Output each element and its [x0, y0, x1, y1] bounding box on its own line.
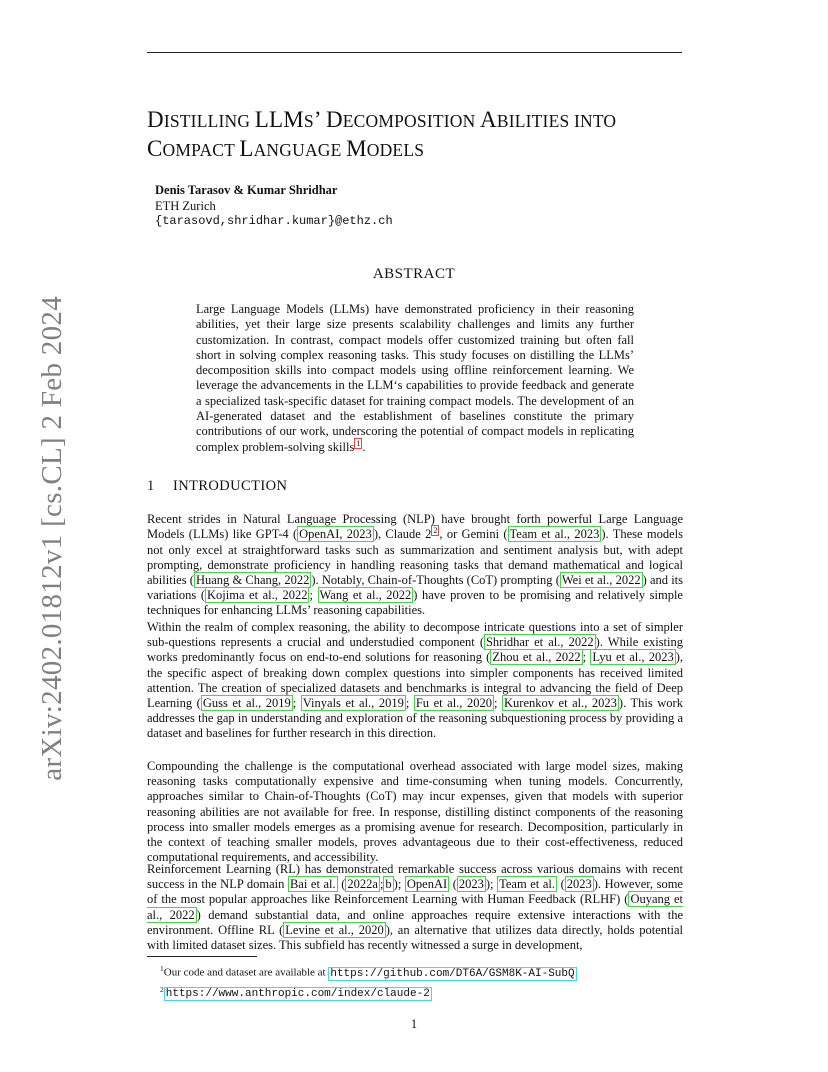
citation-link[interactable]: Shridhar et al., 2022 — [485, 635, 594, 650]
citation-link[interactable]: Wei et al., 2022 — [561, 572, 641, 587]
paragraph-1: Recent strides in Natural Language Processing (NLP) have brought forth powerful Large Language Models (LLMs) like GPT-4 ( OpenAI, 2023 ), Claude 2 $^2$ , or Gemini ( Team et al., 2023 ). These models not only excel at straightforward tasks such as summarization and sentiment analysis but, with adept prompting, demonstrate proficiency in handling reasoning tasks that demand mathematical and logical abilities ( Huang & Chang, 2022 ). Notably, Chain-of-Thoughts (CoT) prompting ( Wei et al., 2022 ) and its variations ( Kojima et al., 2022 ; Wang et al., 2022 ) have proven to be promising and relatively simple techniques for enhancing LLMs’ reasoning capabilities. — [147, 512, 683, 618]
citation-link[interactable]: OpenAI — [406, 877, 448, 892]
author-affiliation: ETH Zurich — [155, 198, 216, 213]
abstract-text: Large Language Models (LLMs) have demonstrated proficiency in their reasoning abilities, yet their large size presents scalability challenges and limits any further customization. In contrast, compact models offer customized training but often fall short in solving complex reasoning tasks. This study focuses on distilling the LLMs’ decomposition skills into compact models using offline reinforcement learning. We leverage the advancements in the LLM‘s capabilities to provide feedback and generate a specialized task-specific dataset for training compact models. The development of an AI-generated dataset and the establishment of baselines constitute the primary contributions of our work, underscoring the potential of compact models in replicating complex problem-solving skills $^1$ . — [196, 302, 634, 454]
footnotes — [160, 961, 577, 1002]
citation-link[interactable]: Guss et al., 2019 — [202, 696, 291, 711]
arxiv-identifier: arXiv:2402.01812v1 [cs.CL] 2 Feb 2024 — [36, 296, 68, 781]
footnote-rule — [147, 956, 257, 957]
citation-link[interactable]: Bai et al. — [289, 877, 336, 892]
paragraph-3: Compounding the challenge is the computational overhead associated with large model sizes, making reasoning tasks computationally expensive and time-consuming when tuning models. Concurrently, approaches similar to Chain-of-Thoughts (CoT) may incur expenses, given that models with superior reasoning abilities are not available for free. In response, distilling distinct components of the reasoning process into smaller models emerges as a promising avenue for research. Decomposition, particularly in the context of teaching smaller models, proves advantageous due to their cost-effectiveness, reduced computational requirements, and accessibility. — [147, 759, 683, 865]
citation-link[interactable]: 2022a — [347, 877, 378, 892]
citation-link[interactable]: Kurenkov et al., 2023 — [504, 696, 617, 711]
citation-link[interactable]: OpenAI, 2023 — [299, 527, 372, 542]
citation-link[interactable]: Fu et al., 2020 — [415, 696, 492, 711]
title-line-2: COMPACT LANGUAGE MODELS — [147, 136, 425, 161]
paragraph-4: Reinforcement Learning (RL) has demonstrated remarkable success across various domains with recent success in the NLP domain Bai et al. ( 2022a ; b ); OpenAI ( 2023 ); Team et al. ( 2023 ). However, some of the most popular approaches like Reinforcement Learning with Human Feedback (RLHF) ( Ouyang et al., 2022 ) demand substantial data, and online approaches require extensive interactions with the environment. Offline RL ( Levine et al., 2020 ), an alternative that utilizes data directly, holds potential with limited dataset sizes. This subfield has recently witnessed a surge in development, — [147, 862, 683, 953]
top-rule — [147, 52, 682, 53]
footnote-link-2[interactable]: 2 — [433, 526, 438, 536]
citation-link[interactable]: Kojima et al., 2022 — [207, 588, 308, 603]
citation-link[interactable]: Team et al. — [499, 877, 555, 892]
footnote-link-1[interactable]: 1 — [356, 438, 361, 448]
page-number: 1 — [410, 1017, 418, 1031]
paragraph-2: Within the realm of complex reasoning, the ability to decompose intricate questions into a set of simpler sub-questions represents a crucial and understudied component ( Shridhar et al., 2022 ). While existing works predominantly focus on end-to-end solutions for reasoning ( Zhou et al., 2022 ; Lyu et al., 2023 ), the specific aspect of breaking down complex questions into simpler components has received limited attention. The creation of specialized datasets and benchmarks is integral to advancing the field of Deep Learning ( Guss et al., 2019 ; Vinyals et al., 2019 ; Fu et al., 2020 ; Kurenkov et al., 2023 ). This work addresses the gap in understanding and exploration of the reasoning subquestioning process by providing a dataset and baselines for further research in this direction. — [147, 620, 684, 741]
citation-link[interactable]: Levine et al., 2020 — [285, 922, 384, 937]
citation-link[interactable]: Huang & Chang, 2022 — [195, 572, 310, 587]
section-title: INTRODUCTION — [173, 478, 288, 494]
citation-link[interactable]: Vinyals et al., 2019 — [302, 696, 404, 711]
citation-link[interactable]: Team et al., 2023 — [509, 527, 600, 542]
footnote-url-2[interactable]: https://www.anthropic.com/index/claude-2 — [165, 988, 430, 1001]
footnote-1: $^1$Our code and dataset are available at https://github.com/DT6A/GSM8K-AI-SubQ — [160, 964, 575, 980]
abstract-heading: ABSTRACT — [372, 266, 456, 282]
citation-link[interactable]: Wang et al., 2022 — [319, 588, 412, 603]
citation-link[interactable]: 2023 — [566, 877, 592, 892]
author-names: Denis Tarasov & Kumar Shridhar — [155, 183, 338, 197]
footnote-2: $^2$ https://www.anthropic.com/index/claude-2 — [160, 984, 430, 1001]
footnote-url-1[interactable]: https://github.com/DT6A/GSM8K-AI-SubQ — [330, 967, 575, 980]
title-line-1: DISTILLING LLMS’ DECOMPOSITION ABILITIES INTO — [147, 107, 617, 132]
section-number: 1 — [147, 478, 155, 494]
section-heading — [147, 478, 287, 495]
author-block — [155, 183, 393, 230]
citation-link[interactable]: Lyu et al., 2023 — [592, 650, 674, 665]
author-email: {tarasovd,shridhar.kumar}@ethz.ch — [155, 214, 393, 228]
citation-link[interactable]: b — [385, 877, 392, 892]
paper-title — [147, 106, 707, 164]
citation-link[interactable]: Zhou et al., 2022 — [492, 650, 581, 665]
citation-link[interactable]: 2023 — [458, 877, 484, 892]
citation-link[interactable]: Ouyang et al., 2022 — [147, 892, 683, 922]
